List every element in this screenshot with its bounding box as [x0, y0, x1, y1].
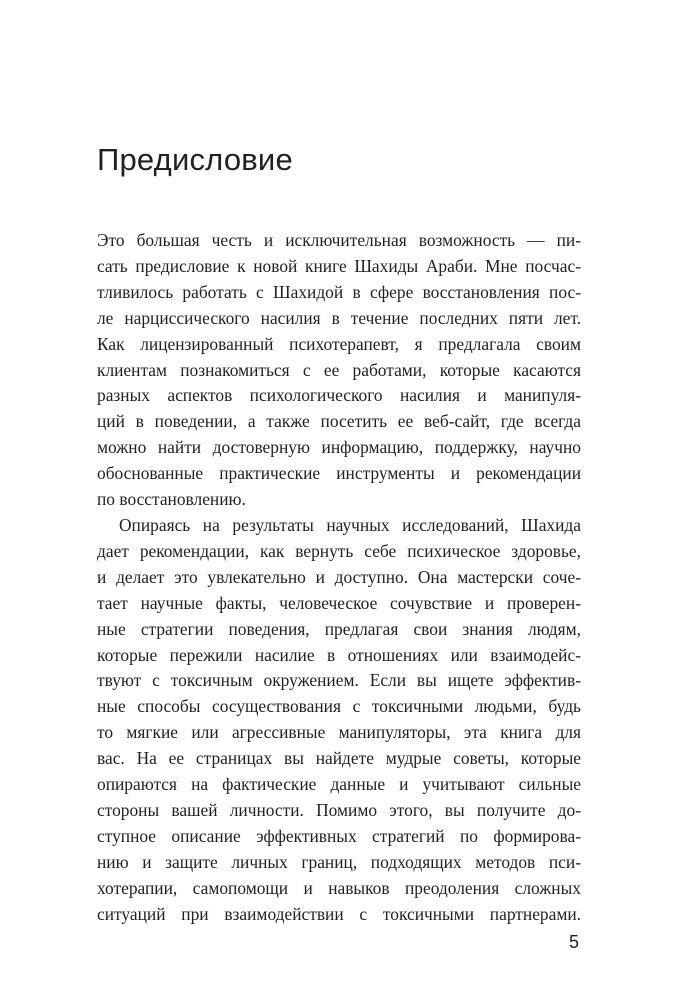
text-line: ций в поведении, а также посетить ее веб-сайт, где всегда [97, 411, 581, 432]
text-line: которые пережили насилие в отношениях или взаимодейс- [97, 644, 581, 665]
text-line: по восстановлению. [97, 489, 246, 510]
text-line: опираются на фактические данные и учитывают сильные [97, 774, 581, 795]
text-line: клиентам познакомиться с ее работами, которые касаются [97, 359, 581, 380]
paragraph-1 [97, 228, 581, 513]
text-line: тает научные факты, человеческое сочувствие и проверен- [97, 592, 581, 613]
text-line: разных аспектов психологического насилия и манипуля- [97, 385, 581, 406]
text-line: Это большая честь и исключительная возможность — пи- [97, 230, 581, 250]
text-line: вас. На ее страницах вы найдете мудрые советы, которые [97, 748, 581, 769]
page-title: Предисловие [97, 142, 293, 177]
text-line: ситуаций при взаимодействии с токсичными партнерами. [97, 903, 581, 924]
text-line: Как лицензированный психотерапевт, я предлагала своим [97, 333, 581, 354]
text-line: ные стратегии поведения, предлагая свои знания людям, [97, 618, 581, 639]
text-line: сать предисловие к новой книге Шахиды Араби. Мне посчас- [97, 255, 581, 276]
text-line: нию и защите личных границ, подходящих методов пси- [97, 851, 581, 872]
page-number: 5 [569, 932, 580, 952]
text-line: дает рекомендации, как вернуть себе психическое здоровье, [97, 540, 581, 561]
text-line: и делает это увлекательно и доступно. Она мастерски соче- [97, 566, 581, 587]
body-text [97, 228, 581, 927]
text-line: Опираясь на результаты научных исследований, Шахида [119, 514, 581, 535]
text-line: ле нарциссического насилия в течение последних пяти лет. [97, 307, 581, 328]
text-line: хотерапии, самопомощи и навыков преодоления сложных [97, 877, 581, 898]
text-line: ные способы сосуществования с токсичными людьми, будь [97, 696, 581, 717]
text-line: то мягкие или агрессивные манипуляторы, эта книга для [97, 722, 581, 743]
paragraph-2 [97, 513, 581, 928]
text-line: стороны вашей личности. Помимо этого, вы получите до- [97, 799, 581, 820]
text-line: ступное описание эффективных стратегий по формирова- [97, 825, 581, 846]
text-line: обоснованные практические инструменты и рекомендации [97, 463, 581, 484]
text-line: можно найти достоверную информацию, поддержку, научно [97, 437, 581, 458]
text-line: твуют с токсичным окружением. Если вы ищете эффектив- [97, 670, 581, 691]
text-line: тливилось работать с Шахидой в сфере восстановления пос- [97, 281, 581, 302]
